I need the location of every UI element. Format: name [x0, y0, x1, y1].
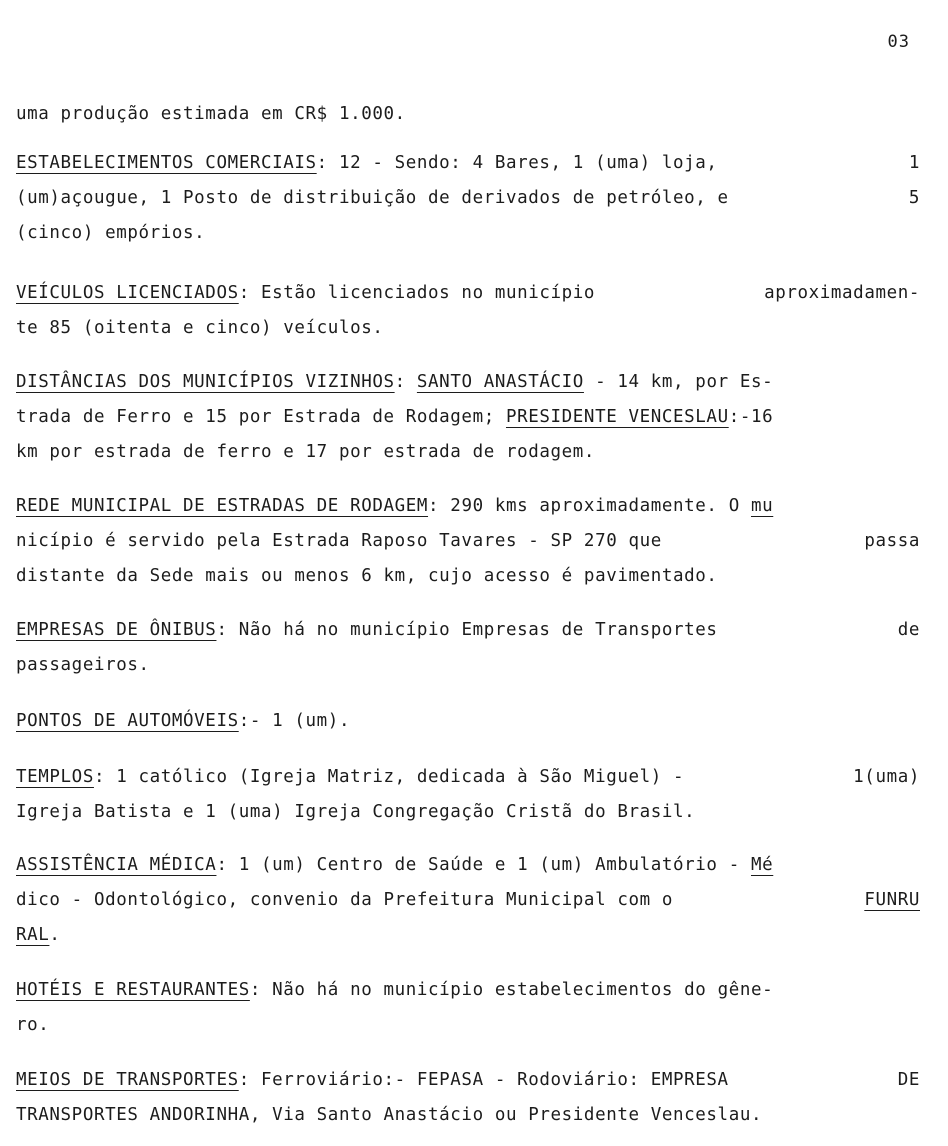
text-segment: passa — [864, 531, 920, 551]
text-segment — [16, 613, 718, 648]
section-heading: ESTABELECIMENTOS COMERCIAIS — [16, 153, 317, 173]
text-segment: DE — [897, 1070, 920, 1090]
text-segment: : Não há no município Empresas de Transportes — [216, 620, 718, 640]
text-line: Igreja Batista e 1 (uma) Igreja Congregação Cristã do Brasil. — [16, 802, 696, 822]
text-segment: :-16 — [728, 407, 774, 427]
text-line: (cinco) empórios. — [16, 223, 206, 243]
text-segment: : 1 católico (Igreja Matriz, dedicada à São Miguel) - — [93, 767, 685, 787]
text-line — [16, 489, 920, 524]
paragraph-producao — [16, 97, 920, 132]
text-line — [16, 1063, 920, 1098]
text-line — [16, 848, 920, 883]
text-line — [16, 146, 920, 181]
text-segment: (um)açougue, 1 Posto de distribuição de derivados de petróleo, e — [16, 188, 729, 208]
page-number: 03 — [887, 32, 910, 52]
section-heading: PONTOS DE AUTOMÓVEIS — [16, 711, 239, 731]
text-segment: : Ferroviário:- FEPASA - Rodoviário: EMPRESA — [238, 1070, 729, 1090]
text-line: distante da Sede mais ou menos 6 km, cujo acesso é pavimentado. — [16, 566, 718, 586]
text-segment: RAL — [16, 925, 50, 945]
paragraph-estabelecimentos-comerciais — [16, 146, 920, 251]
text-line — [16, 365, 920, 400]
paragraph-meios-transportes — [16, 1063, 920, 1133]
paragraph-pontos-automoveis — [16, 704, 920, 739]
section-heading: EMPRESAS DE ÔNIBUS — [16, 620, 217, 640]
text-segment: : 1 (um) Centro de Saúde e 1 (um) Ambulatório - — [216, 855, 751, 875]
city-name: SANTO ANASTÁCIO — [416, 372, 584, 392]
section-heading: TEMPLOS — [16, 767, 94, 787]
text-segment: Mé — [750, 855, 774, 875]
text-line — [16, 181, 920, 216]
text-segment: : 12 - Sendo: 4 Bares, 1 (uma) loja, — [316, 153, 718, 173]
text-segment: : Estão licenciados no município — [238, 283, 596, 303]
text-line: passageiros. — [16, 655, 150, 675]
text-segment: FUNRU — [864, 890, 920, 910]
text-line — [16, 400, 920, 435]
section-heading: VEÍCULOS LICENCIADOS — [16, 283, 239, 303]
text-segment: : 290 kms aproximadamente. O — [428, 496, 751, 516]
text-segment: :- 1 (um). — [238, 711, 351, 731]
text-line — [16, 524, 920, 559]
section-heading: MEIOS DE TRANSPORTES — [16, 1070, 239, 1090]
text-segment: 1(uma) — [853, 767, 920, 787]
text-line — [16, 704, 920, 739]
paragraph-assistencia-medica — [16, 848, 920, 953]
text-segment — [16, 276, 595, 311]
text-line: uma produção estimada em CR$ 1.000. — [16, 104, 406, 124]
text-line — [16, 918, 920, 953]
section-heading: DISTÂNCIAS DOS MUNICÍPIOS VIZINHOS — [16, 372, 395, 392]
text-segment: de — [897, 620, 920, 640]
text-segment: : Não há no município estabelecimentos do gêne- — [249, 980, 774, 1000]
text-segment — [16, 146, 718, 181]
text-segment: 5 — [908, 188, 920, 208]
paragraph-empresas-onibus — [16, 613, 920, 683]
text-line — [16, 613, 920, 648]
text-line — [16, 973, 920, 1008]
text-segment: - 14 km, por Es- — [583, 372, 774, 392]
paragraph-veiculos-licenciados — [16, 276, 920, 346]
text-line — [16, 760, 920, 795]
text-segment: nicípio é servido pela Estrada Raposo Tavares - SP 270 que — [16, 531, 662, 551]
section-heading: REDE MUNICIPAL DE ESTRADAS DE RODAGEM — [16, 496, 429, 516]
text-segment — [16, 760, 684, 795]
text-line: te 85 (oitenta e cinco) veículos. — [16, 318, 384, 338]
text-line — [16, 276, 920, 311]
text-segment: mu — [750, 496, 774, 516]
paragraph-distancias — [16, 365, 920, 470]
text-segment: . — [49, 925, 61, 945]
paragraph-hoteis-restaurantes — [16, 973, 920, 1043]
paragraph-rede-municipal — [16, 489, 920, 594]
text-line: TRANSPORTES ANDORINHA, Via Santo Anastácio ou Presidente Venceslau. — [16, 1105, 763, 1125]
text-segment: aproximadamen- — [764, 283, 920, 303]
text-segment: dico - Odontológico, convenio da Prefeitura Municipal com o — [16, 890, 674, 910]
text-segment: trada de Ferro e 15 por Estrada de Rodagem; — [16, 407, 506, 427]
section-heading: HOTÉIS E RESTAURANTES — [16, 980, 250, 1000]
section-heading: ASSISTÊNCIA MÉDICA — [16, 855, 217, 875]
text-segment: 1 — [908, 153, 920, 173]
text-line: ro. — [16, 1015, 50, 1035]
text-segment — [16, 1063, 729, 1098]
text-line — [16, 883, 920, 918]
paragraph-templos — [16, 760, 920, 830]
text-segment: : — [394, 372, 417, 392]
text-line: km por estrada de ferro e 17 por estrada de rodagem. — [16, 442, 596, 462]
city-name: PRESIDENTE VENCESLAU — [505, 407, 729, 427]
